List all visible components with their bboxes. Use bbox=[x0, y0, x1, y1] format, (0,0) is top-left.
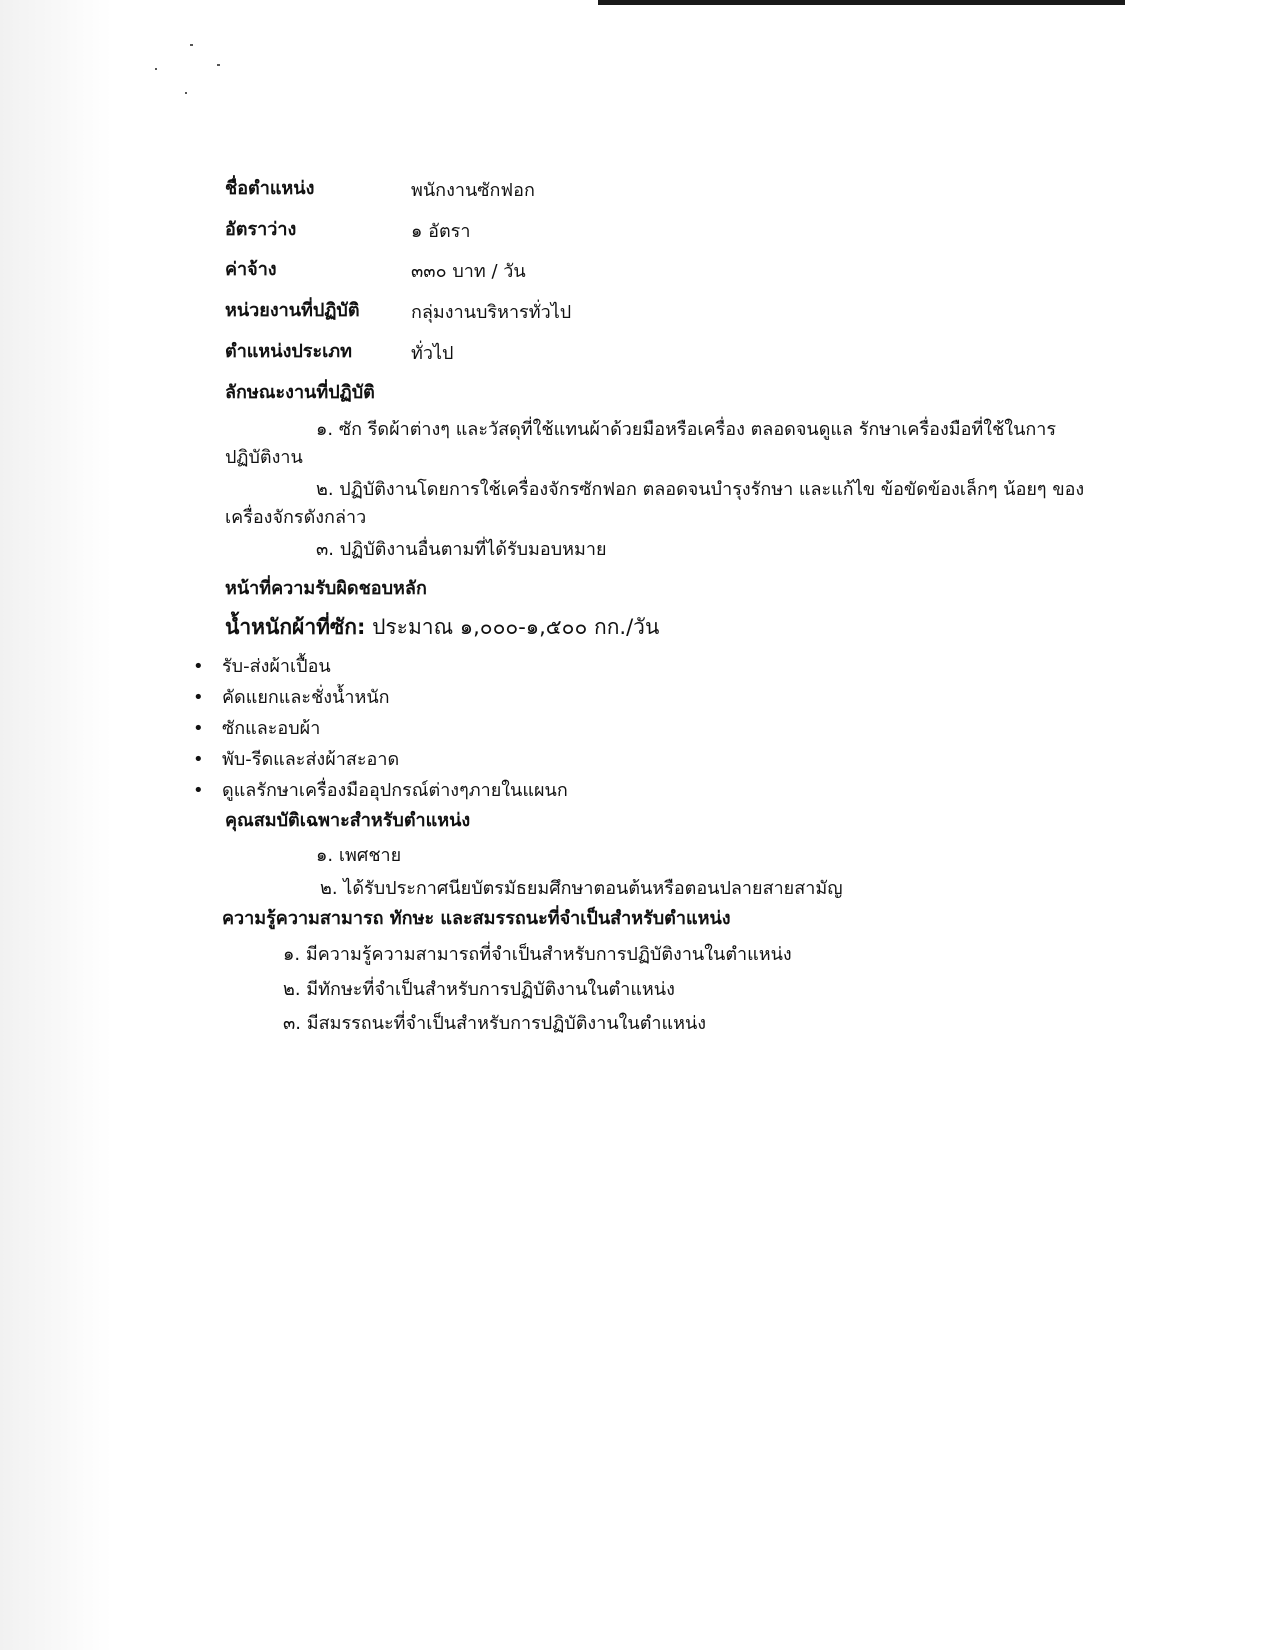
competency-item: ๑. มีความรู้ความสามารถที่จำเป็นสำหรับการปฏิบัติงานในตำแหน่ง bbox=[283, 944, 792, 965]
section-heading-work-nature: ลักษณะงานที่ปฏิบัติ bbox=[225, 382, 375, 403]
field-label-position-type: ตำแหน่งประเภท bbox=[225, 341, 353, 362]
work-item: ๒. ปฏิบัติงานโดยการใช้เครื่องจักรซักฟอก ตลอดจนบำรุงรักษา และแก้ไข ข้อขัดข้องเล็กๆ น้อยๆ ของ bbox=[316, 479, 1085, 500]
duty-bullet-item: พับ-รีดและส่งผ้าสะอาด bbox=[222, 749, 400, 770]
work-item-continuation: ปฏิบัติงาน bbox=[225, 447, 303, 468]
field-value-vacancies: ๑ อัตรา bbox=[411, 221, 471, 242]
wash-weight-label: น้ำหนักผ้าที่ซัก: bbox=[225, 615, 366, 639]
duty-bullet-item: ซักและอบผ้า bbox=[222, 718, 321, 739]
work-item: ๓. ปฏิบัติงานอื่นตามที่ได้รับมอบหมาย bbox=[316, 539, 607, 560]
competency-item: ๒. มีทักษะที่จำเป็นสำหรับการปฏิบัติงานในตำแหน่ง bbox=[283, 979, 675, 1000]
field-label-vacancies: อัตราว่าง bbox=[225, 219, 297, 240]
scan-speck bbox=[190, 44, 193, 46]
field-value-position-name: พนักงานซักฟอก bbox=[411, 180, 535, 201]
section-heading-qualifications: คุณสมบัติเฉพาะสำหรับตำแหน่ง bbox=[225, 810, 471, 831]
scan-edge-bar bbox=[598, 0, 1125, 5]
field-value-position-type: ทั่วไป bbox=[411, 343, 454, 364]
scan-shadow bbox=[0, 0, 112, 1650]
scan-speck bbox=[155, 68, 157, 70]
wash-weight-value: ประมาณ ๑,๐๐๐-๑,๕๐๐ กก./วัน bbox=[372, 615, 660, 639]
bullet-icon: • bbox=[193, 687, 204, 708]
work-item: ๑. ซัก รีดผ้าต่างๆ และวัสดุที่ใช้แทนผ้าด้วยมือหรือเครื่อง ตลอดจนดูแล รักษาเครื่องมือที่ใช้ในการ bbox=[316, 419, 1057, 440]
wash-weight-line bbox=[225, 614, 659, 640]
scan-speck bbox=[185, 92, 187, 94]
duty-bullet-item: รับ-ส่งผ้าเปื้อน bbox=[222, 656, 331, 677]
bullet-icon: • bbox=[193, 780, 204, 801]
field-label-wage: ค่าจ้าง bbox=[225, 259, 277, 280]
duty-bullet-item: คัดแยกและชั่งน้ำหนัก bbox=[222, 687, 390, 708]
bullet-icon: • bbox=[193, 749, 204, 770]
qualification-item: ๒. ได้รับประกาศนียบัตรมัธยมศึกษาตอนต้นหรือตอนปลายสายสามัญ bbox=[320, 878, 843, 899]
duty-bullet-item: ดูแลรักษาเครื่องมืออุปกรณ์ต่างๆภายในแผนก bbox=[222, 780, 568, 801]
bullet-icon: • bbox=[193, 718, 204, 739]
field-value-wage: ๓๓๐ บาท / วัน bbox=[411, 261, 526, 282]
qualification-item: ๑. เพศชาย bbox=[316, 845, 402, 866]
section-heading-duties: หน้าที่ความรับผิดชอบหลัก bbox=[225, 578, 427, 599]
field-label-position-name: ชื่อตำแหน่ง bbox=[225, 178, 315, 199]
field-value-department: กลุ่มงานบริหารทั่วไป bbox=[411, 302, 572, 323]
work-item-continuation: เครื่องจักรดังกล่าว bbox=[225, 507, 367, 528]
bullet-icon: • bbox=[193, 656, 204, 677]
competency-item: ๓. มีสมรรถนะที่จำเป็นสำหรับการปฏิบัติงานในตำแหน่ง bbox=[283, 1013, 707, 1034]
scan-speck bbox=[217, 64, 220, 66]
section-heading-competencies: ความรู้ความสามารถ ทักษะ และสมรรถนะที่จำเป็นสำหรับตำแหน่ง bbox=[222, 908, 731, 929]
field-label-department: หน่วยงานที่ปฏิบัติ bbox=[225, 300, 360, 321]
